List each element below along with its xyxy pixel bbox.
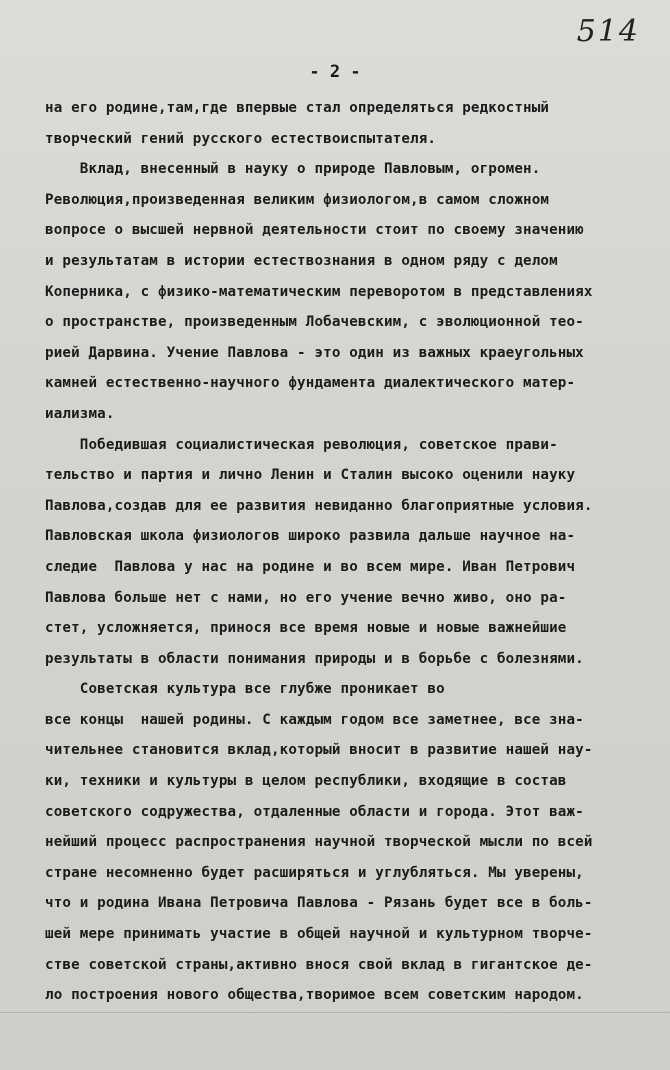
text-line: вопросе о высшей нервной деятельности стоит по своему значению	[45, 222, 584, 239]
text-line: шей мере принимать участие в общей научной и культурном творче-	[45, 926, 593, 943]
paragraph	[45, 430, 657, 675]
text-line: и результатам в истории естествознания в одном ряду с делом	[45, 252, 558, 269]
text-line: что и родина Ивана Петровича Павлова - Рязань будет все в боль-	[45, 895, 593, 912]
paragraph	[45, 674, 657, 1011]
archive-page-number: 514	[576, 14, 640, 49]
text-line: результаты в области понимания природы и в борьбе с болезнями.	[45, 650, 584, 667]
text-line: Коперника, с физико-математическим переворотом в представлениях	[45, 283, 593, 300]
text-line: чительнее становится вклад,который вносит в развитие нашей нау-	[45, 742, 593, 759]
text-line: иализма.	[45, 405, 115, 422]
text-line: Советская культура все глубже проникает во	[45, 681, 445, 698]
text-line: Павловская школа физиологов широко развила дальше научное на-	[45, 528, 576, 545]
text-line: стет, усложняется, принося все время новые и новые важнейшие	[45, 620, 567, 637]
page-number: - 2 -	[309, 62, 361, 82]
paragraph	[45, 93, 657, 154]
text-line: стране несомненно будет расширяться и углубляться. Мы уверены,	[45, 864, 584, 881]
text-line: камней естественно-научного фундамента диалектического матер-	[45, 375, 576, 392]
text-line: рией Дарвина. Учение Павлова - это один из важных краеугольных	[45, 344, 584, 361]
text-line: ло построения нового общества,творимое всем советским народом.	[45, 987, 584, 1004]
text-line: ки, техники и культуры в целом республики, входящие в состав	[45, 773, 567, 790]
text-line: тельство и партия и лично Ленин и Сталин высоко оценили науку	[45, 467, 576, 484]
document-body	[45, 93, 657, 1011]
text-line: творческий гений русского естествоиспытателя.	[45, 130, 437, 147]
text-line: стве советской страны,активно внося свой вклад в гигантское де-	[45, 956, 593, 973]
text-line: Революция,произведенная великим физиологом,в самом сложном	[45, 191, 550, 208]
text-line: на его родине,там,где впервые стал определяться редкостный	[45, 100, 550, 116]
text-line: все концы нашей родины. С каждым годом все заметнее, все зна-	[45, 711, 584, 728]
text-line: советского содружества, отдаленные области и города. Этот важ-	[45, 803, 584, 820]
text-line: следие Павлова у нас на родине и во всем мире. Иван Петрович	[45, 558, 576, 575]
text-line: Победившая социалистическая революция, советское прави-	[45, 436, 558, 453]
scan-fold-line	[0, 1012, 670, 1013]
text-line: Вклад, внесенный в науку о природе Павловым, огромен.	[45, 161, 541, 178]
text-line: нейший процесс распространения научной творческой мысли по всей	[45, 834, 593, 851]
paragraph	[45, 154, 657, 429]
text-line: Павлова больше нет с нами, но его учение вечно живо, оно ра-	[45, 589, 567, 606]
text-line: о пространстве, произведенным Лобачевским, с эволюционной тео-	[45, 314, 584, 331]
text-line: Павлова,создав для ее развития невиданно благоприятные условия.	[45, 497, 593, 514]
